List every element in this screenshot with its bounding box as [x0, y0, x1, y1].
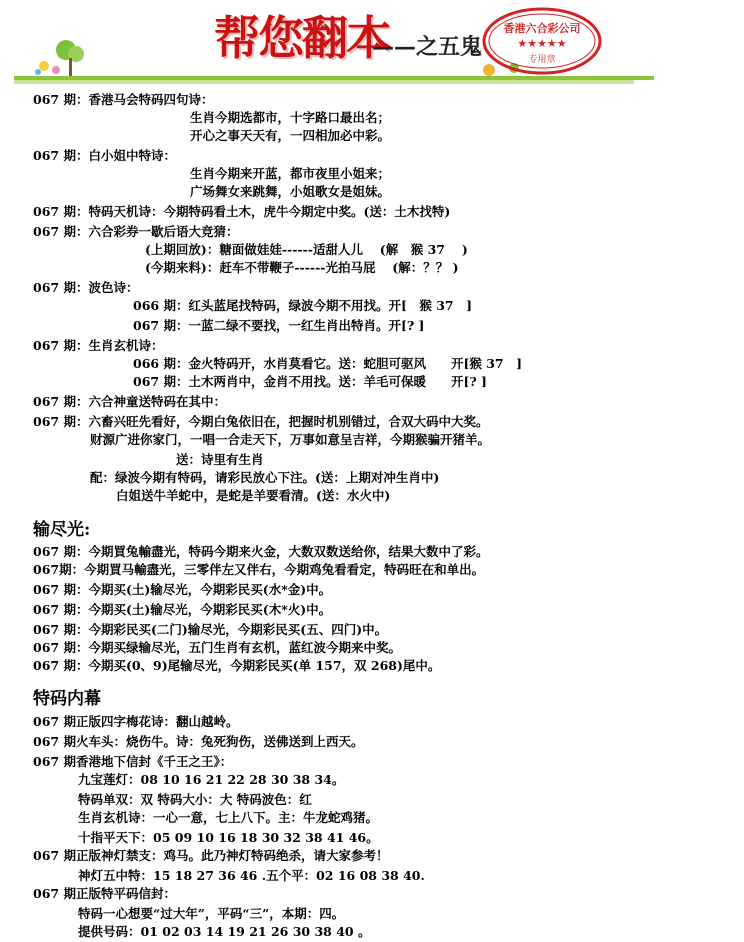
text-line: 九宝莲灯：08 10 16 21 22 28 30 38 34。 [78, 772, 345, 787]
text-line: 067 期：六合神童送特码在其中： [33, 394, 226, 409]
text-line: 白姐送牛羊蛇中，是蛇是羊要看清。(送：水火中) [116, 488, 391, 503]
text-line: 067期：今期買马輸盡光，三零伴左又伴右，今期鸡兔看看定，特码旺在和单出。 [33, 562, 485, 577]
stamp-bottom-text: 专用章 [528, 55, 556, 65]
text-line: 生肖玄机诗：一心一意，七上八下。主：牛龙蛇鸡猪。 [78, 810, 379, 825]
text-line: 开心之事天天有，一四相加必中彩。 [190, 128, 391, 143]
text-line: 067 期：今期买(土)输尽光，今期彩民买(水*金)中。 [33, 582, 332, 597]
text-line: 067 期正版四字梅花诗：翻山越岭。 [33, 714, 239, 729]
text-line: 066 期：红头蓝尾找特码，绿波今期不用找。开[ 猴 37 ] [133, 298, 473, 313]
text-line: 067 期：六畜兴旺先看好，今期白兔依旧在，把握时机别错过，合双大码中大奖。 [33, 414, 489, 429]
text-line: (上期回放)：糖面做娃娃------适甜人儿 (解 猴 37 ) [145, 242, 468, 257]
text-line: 067 期：生肖玄机诗： [33, 338, 164, 353]
text-line: 067 期正版神灯禁支：鸡马。此乃神灯特码绝杀，请大家参考！ [33, 848, 389, 863]
stamp-top-text: 香港六合彩公司 [503, 22, 581, 35]
text-line: 十指平天下：05 09 10 16 18 30 32 38 41 46。 [78, 830, 379, 845]
text-line: 067 期：一蓝二绿不要找，一红生肖出特肖。开[? ] [133, 318, 425, 333]
text-line: 特码单双：双 特码大小：大 特码波色：红 [78, 792, 312, 807]
company-stamp [480, 6, 604, 76]
text-line: 提供号码：01 02 03 14 19 21 26 30 38 40 。 [78, 924, 371, 939]
text-line: 066 期：金火特码开，水肖莫看它。送：蛇胆可驱风 开[猴 37 ] [133, 356, 523, 371]
text-line: 067 期：今期买绿输尽光，五门生肖有玄机，蓝红波今期来中奖。 [33, 640, 401, 655]
text-line: 067 期香港地下信封《千王之王》： [33, 754, 233, 769]
text-line: 067 期：香港马会特码四句诗： [33, 92, 214, 107]
text-line: (今期来料)：赶车不带鞭子------光拍马屁 (解：？？ ) [145, 260, 459, 275]
text-line: 生肖今期来开蓝，都市夜里小姐来； [190, 166, 391, 181]
text-line: 067 期：白小姐中特诗： [33, 148, 176, 163]
text-line: 广场舞女来跳舞，小姐歌女是姐妹。 [190, 184, 391, 199]
text-line: 067 期：今期买(0、9)尾输尽光，今期彩民买(单 157，双 268)尾中。 [33, 658, 441, 673]
text-line: 财源广进你家门，一唱一合走天下，万事如意呈吉祥，今期猴骗开猪羊。 [90, 432, 491, 447]
text-line: 067 期：今期買兔輸盡光，特码今期来火金，大数双数送给你，结果大数中了彩。 [33, 544, 489, 559]
text-line: 067 期：六合彩券一歇后语大竞猜： [33, 224, 239, 239]
page-title: 帮您翻本 [214, 11, 390, 65]
text-line: 067 期火车头：烧伤牛。诗：兔死狗伤，送佛送到上西天。 [33, 734, 364, 749]
page-subtitle: ——之五鬼 [372, 34, 483, 60]
text-line: 送：诗里有生肖 [176, 452, 264, 467]
text-line: 067 期：今期彩民买(二门)输尽光，今期彩民买(五、四门)中。 [33, 622, 388, 637]
stamp-stars: ★★★★★ [517, 37, 567, 50]
text-line: 特码一心想要“过大年”，平码“三”，本期：四。 [78, 906, 345, 921]
section-heading: 特码内幕 [33, 689, 101, 709]
page-header [0, 0, 744, 92]
section-heading: 输尽光: [33, 520, 91, 540]
text-line: 067 期正版特平码信封： [33, 886, 176, 901]
text-line: 神灯五中特：15 18 27 36 46 .五个平：02 16 08 38 40. [78, 868, 425, 883]
text-line: 067 期：今期买(土)输尽光，今期彩民买(木*火)中。 [33, 602, 332, 617]
text-line: 生肖今期选都市，十字路口最出名； [190, 110, 391, 125]
text-line: 067 期：波色诗： [33, 280, 139, 295]
text-line: 配：绿波今期有特码，请彩民放心下注。(送：上期对冲生肖中) [90, 470, 440, 485]
text-line: 067 期：特码天机诗：今期特码看土木，虎牛今期定中奖。(送：土木找特) [33, 204, 451, 219]
text-line: 067 期：土木两肖中，金肖不用找。送：羊毛可保暖 开[? ] [133, 374, 487, 389]
